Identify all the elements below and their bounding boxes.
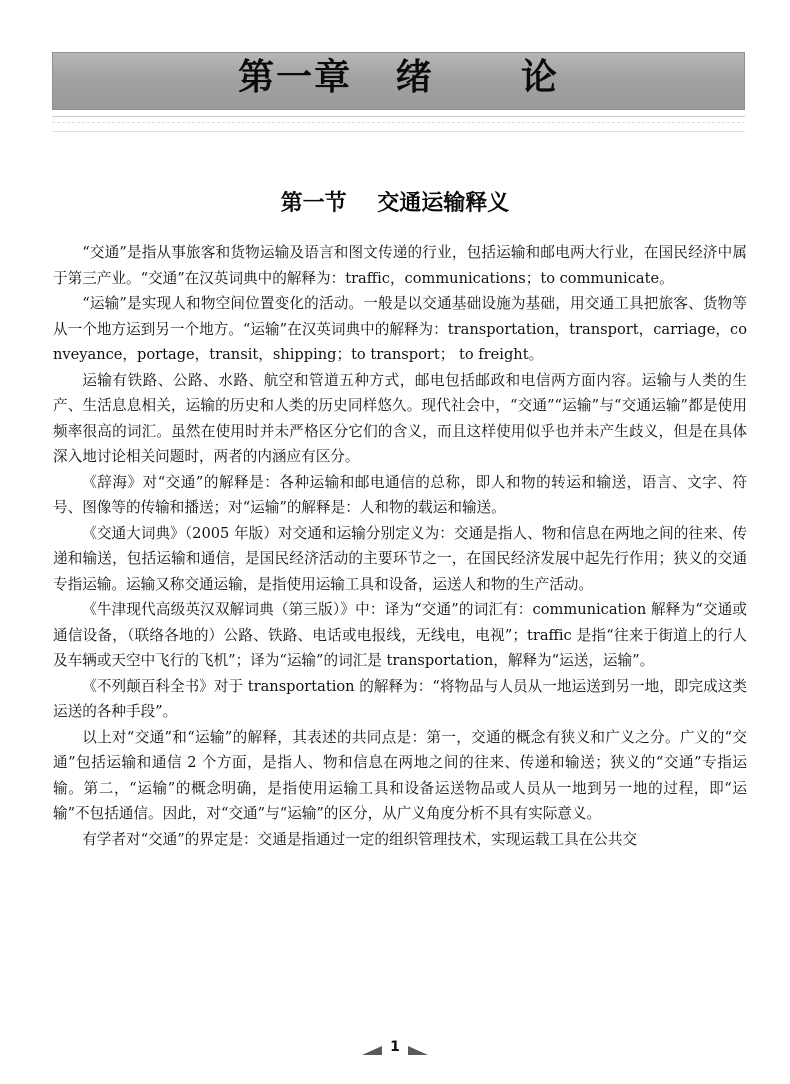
paragraph: 《辞海》对“交通”的解释是：各种运输和邮电通信的总称，即人和物的转运和输送，语言、文字、符号、图像等的传输和播送；对“运输”的解释是：人和物的载运和输送。 <box>53 473 747 516</box>
left-triangle-icon <box>362 1046 382 1055</box>
paragraph: 《交通大词典》（2005 年版）对交通和运输分别定义为：交通是指人、物和信息在两地之间的往来、传递和输送，包括运输和通信，是国民经济活动的主要环节之一，在国民经济发展中起先行作用；狭义的交通专指运输。运输又称交通运输，是指使用运输工具和设备，运送人和物的生产活动。 <box>53 524 747 593</box>
page-footer <box>0 1035 790 1059</box>
paragraph: “运输”是实现人和物空间位置变化的活动。一般是以交通基础设施为基础，用交通工具把旅客、货物等从一个地方运到另一个地方。“运输”在汉英词典中的解释为：transportation，transport，carriage，conveyance，portage，transit，shipping；to transport； to freight。 <box>53 295 747 363</box>
chapter-title: 第一章 绪 论 <box>238 57 559 98</box>
paragraph: 《不列颠百科全书》对于 transportation 的解释为：“将物品与人员从一地运送到另一地，即完成这类运送的各种手段”。 <box>53 677 747 720</box>
paragraph: 《牛津现代高级英汉双解词典（第三版）》中：译为“交通”的词汇有：communication 解释为“交通或通信设备，（联络各地的）公路、铁路、电话或电报线，无线电，电视”；traffic 是指“往来于街道上的行人及车辆或天空中飞行的飞机”；译为“运输”的词汇是 transportation，解释为“运送，运输”。 <box>53 601 747 669</box>
paragraph: 运输有铁路、公路、水路、航空和管道五种方式，邮电包括邮政和电信两方面内容。运输与人类的生产、生活息息相关，运输的历史和人类的历史同样悠久。现代社会中，“交通”“运输”与“交通运输”都是使用频率很高的词汇。虽然在使用时并未严格区分它们的含义，而且这样使用似乎也并未产生歧义，但是在具体深入地讨论相关问题时，两者的内涵应有区分。 <box>53 371 747 465</box>
paragraph: 有学者对“交通”的界定是：交通是指通过一定的组织管理技术，实现运载工具在公共交 <box>82 830 638 848</box>
divider <box>52 131 745 132</box>
right-triangle-icon <box>408 1046 428 1055</box>
paragraph: “交通”是指从事旅客和货物运输及语言和图文传递的行业，包括运输和邮电两大行业，在国民经济中属于第三产业。“交通”在汉英词典中的解释为：traffic，communications；to communicate。 <box>53 244 747 287</box>
divider <box>52 116 745 117</box>
chapter-banner <box>52 52 745 110</box>
page-number: 1 <box>390 1039 400 1055</box>
divider <box>52 122 745 123</box>
body-text <box>53 240 747 852</box>
section-title: 第一节 交通运输释义 <box>280 191 510 216</box>
paragraph: 以上对“交通”和“运输”的解释，其表述的共同点是：第一，交通的概念有狭义和广义之分。广义的“交通”包括运输和通信 2 个方面，是指人、物和信息在两地之间的往来、传递和输送；狭义的“交通”专指运输。第二，“运输”的概念明确，是指使用运输工具和设备运送物品或人员从一地到另一地的过程，即“运输”不包括通信。因此，对“交通”与“运输”的区分，从广义角度分析不具有实际意义。 <box>53 728 747 822</box>
